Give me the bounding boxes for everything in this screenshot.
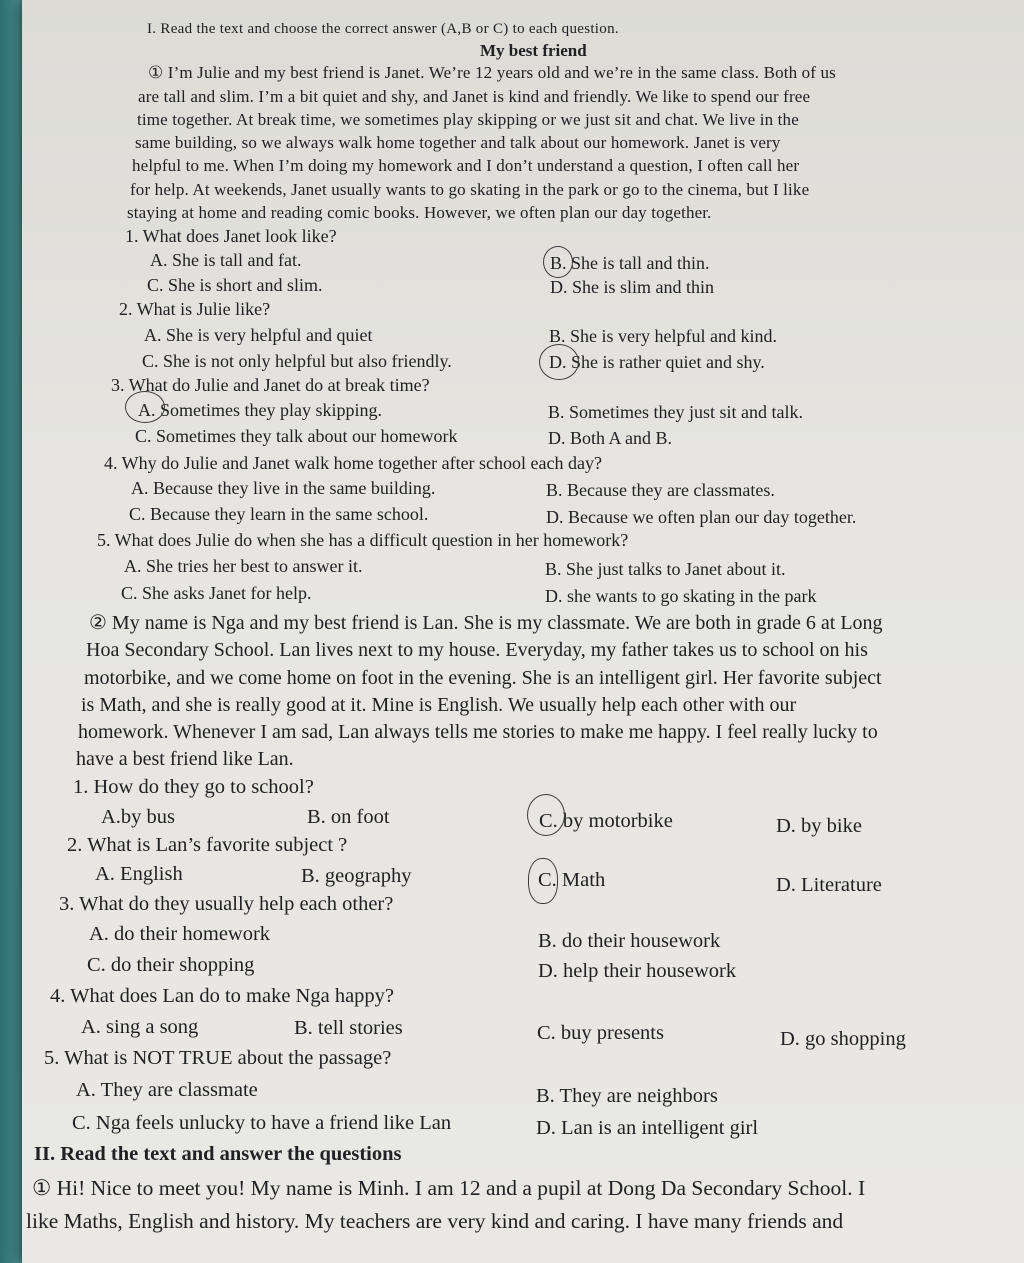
option-d: D. go shopping [780, 1028, 906, 1050]
question: 1. What does Janet look like? [125, 226, 337, 246]
question: 3. What do Julie and Janet do at break time? [111, 375, 430, 395]
question: 4. What does Lan do to make Nga happy? [50, 985, 395, 1007]
pencil-answer-mark [527, 794, 565, 836]
option-a: A. Sometimes they play skipping. [138, 400, 382, 420]
passage-1-line: ① I’m Julie and my best friend is Janet. We’re 12 years old and we’re in the same class. Both of us [148, 63, 836, 82]
pencil-answer-mark [528, 858, 558, 904]
passage-2-line: Hoa Secondary School. Lan lives next to my house. Everyday, my father takes us to school on his [86, 639, 868, 661]
option-a: A. She is tall and fat. [150, 250, 302, 270]
pencil-answer-mark [543, 246, 573, 278]
option-c: C. She is not only helpful but also friendly. [142, 351, 452, 371]
option-d: D. by bike [776, 815, 862, 837]
option-b: B. Because they are classmates. [546, 480, 775, 500]
option-c: C. by motorbike [539, 810, 673, 832]
option-d: D. Both A and B. [548, 428, 673, 448]
pencil-answer-mark [125, 391, 165, 423]
option-a: A. Because they live in the same building. [131, 478, 436, 498]
option-d: D. Literature [776, 874, 882, 896]
option-c: C. Nga feels unlucky to have a friend like Lan [72, 1112, 452, 1134]
option-c: C. Sometimes they talk about our homework [135, 426, 458, 446]
question: 4. Why do Julie and Janet walk home together after school each day? [104, 453, 602, 473]
question: 2. What is Julie like? [119, 299, 271, 319]
option-c: C. She asks Janet for help. [121, 583, 312, 603]
section-1-instruction: I. Read the text and choose the correct answer (A,B or C) to each question. [147, 21, 619, 37]
worksheet-page [22, 0, 1024, 1263]
option-a: A. do their homework [89, 923, 271, 945]
section-2-instruction: II. Read the text and answer the questions [34, 1143, 402, 1165]
option-a: A. English [95, 863, 183, 885]
option-b: B. tell stories [294, 1017, 403, 1039]
option-b: B. She just talks to Janet about it. [545, 559, 786, 579]
passage-title: My best friend [480, 41, 587, 60]
option-b: B. geography [301, 865, 412, 887]
option-a: A. sing a song [81, 1016, 199, 1038]
passage-2-line: motorbike, and we come home on foot in the evening. She is an intelligent girl. Her favorite subject [84, 667, 882, 689]
question: 5. What does Julie do when she has a difficult question in her homework? [97, 530, 629, 550]
option-c: C. She is short and slim. [147, 275, 323, 295]
option-a: A.by bus [101, 806, 176, 828]
option-a: A. She tries her best to answer it. [124, 556, 363, 576]
option-b: B. She is tall and thin. [550, 253, 710, 273]
option-d: D. help their housework [538, 960, 737, 982]
passage-2-line: have a best friend like Lan. [76, 748, 294, 770]
option-d: D. Because we often plan our day together. [546, 507, 857, 527]
option-b: B. She is very helpful and kind. [549, 326, 777, 346]
option-b: B. Sometimes they just sit and talk. [548, 402, 803, 422]
passage-2-line: ② My name is Nga and my best friend is Lan. She is my classmate. We are both in grade 6 at Long [89, 612, 883, 634]
option-d: D. Lan is an intelligent girl [536, 1117, 759, 1139]
passage-3-line: ① Hi! Nice to meet you! My name is Minh. I am 12 and a pupil at Dong Da Secondary School. I [32, 1176, 866, 1200]
option-b: B. on foot [307, 806, 390, 828]
option-d: D. she wants to go skating in the park [545, 586, 817, 606]
pencil-answer-mark [539, 344, 579, 380]
option-c: C. Math [538, 869, 606, 891]
question: 3. What do they usually help each other? [59, 893, 394, 915]
passage-3-line: like Maths, English and history. My teachers are very kind and caring. I have many friends and [26, 1209, 844, 1233]
option-c: C. do their shopping [87, 954, 255, 976]
option-a: A. She is very helpful and quiet [144, 325, 373, 345]
option-b: B. They are neighbors [536, 1085, 718, 1107]
option-c: C. buy presents [537, 1022, 664, 1044]
passage-2-line: is Math, and she is really good at it. Mine is English. We usually help each other with our [81, 694, 797, 716]
passage-1-line: helpful to me. When I’m doing my homework and I don’t understand a question, I often call her [132, 156, 800, 175]
passage-1-line: same building, so we always walk home together and talk about our homework. Janet is very [135, 133, 781, 152]
option-b: B. do their housework [538, 930, 721, 952]
question: 1. How do they go to school? [73, 776, 314, 798]
option-d: D. She is rather quiet and shy. [549, 352, 765, 372]
option-c: C. Because they learn in the same school. [129, 504, 429, 524]
passage-1-line: time together. At break time, we sometimes play skipping or we just sit and chat. We live in the [137, 110, 799, 129]
passage-2-line: homework. Whenever I am sad, Lan always tells me stories to make me happy. I feel really lucky to [78, 721, 878, 743]
passage-1-line: staying at home and reading comic books. However, we often plan our day together. [127, 203, 712, 222]
option-a: A. They are classmate [76, 1079, 258, 1101]
question: 2. What is Lan’s favorite subject ? [67, 834, 348, 856]
question: 5. What is NOT TRUE about the passage? [44, 1047, 392, 1069]
passage-1-line: are tall and slim. I’m a bit quiet and shy, and Janet is kind and friendly. We like to spend our free [138, 87, 811, 106]
passage-1-line: for help. At weekends, Janet usually wants to go skating in the park or go to the cinema, but I like [130, 180, 810, 199]
option-d: D. She is slim and thin [550, 277, 715, 297]
